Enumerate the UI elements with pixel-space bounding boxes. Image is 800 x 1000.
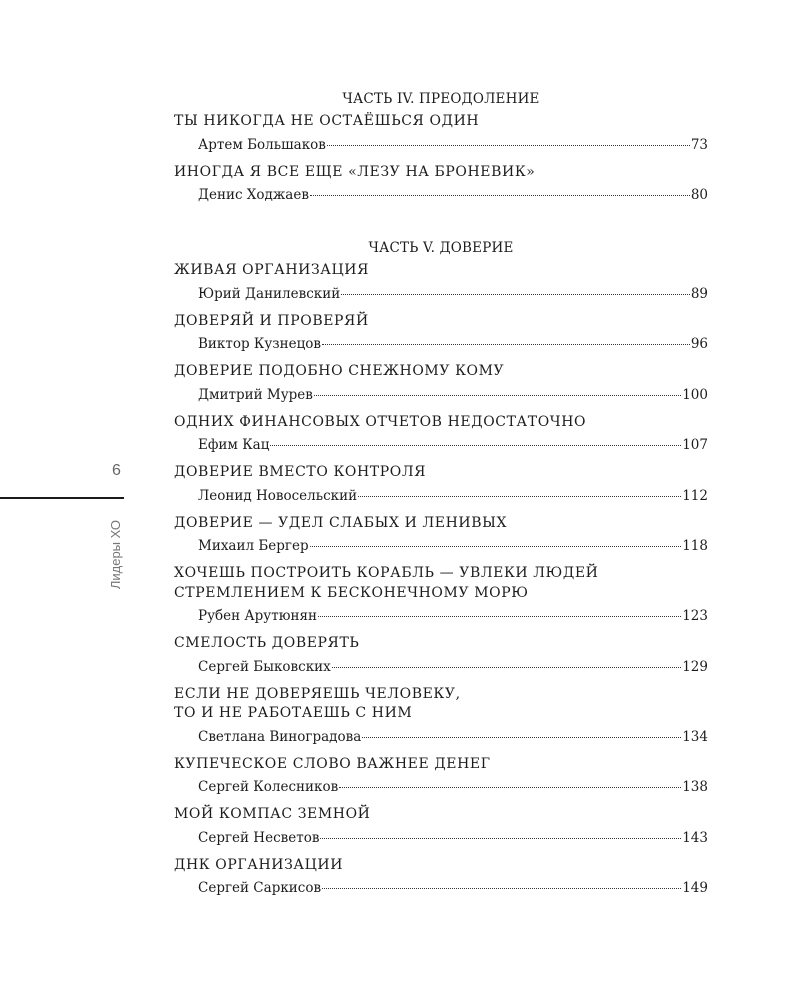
entry-title-line: СТРЕМЛЕНИЕМ К БЕСКОНЕЧНОМУ МОРЮ xyxy=(174,584,529,601)
entry-author-row xyxy=(174,336,708,352)
entry-page-number: 73 xyxy=(690,136,708,153)
entry-page-number: 100 xyxy=(682,386,708,403)
entry-author: Сергей Саркисов xyxy=(198,880,322,896)
toc-entry xyxy=(174,463,708,504)
toc-entry xyxy=(174,261,708,302)
entry-page-number: 138 xyxy=(682,779,708,795)
entry-author-row xyxy=(174,437,708,453)
entry-author: Денис Ходжаев xyxy=(198,187,309,203)
entry-author-row xyxy=(174,779,708,795)
dot-leader xyxy=(320,838,681,839)
dot-leader xyxy=(322,344,690,345)
entry-title: ТЫ НИКОГДА НЕ ОСТАЁШЬСЯ ОДИН xyxy=(174,113,480,129)
entry-author: Ефим Кац xyxy=(198,437,270,453)
entry-author-row xyxy=(174,286,708,302)
dot-leader xyxy=(270,445,681,446)
dot-leader xyxy=(310,546,682,547)
toc-entry xyxy=(174,755,708,796)
entry-title: ДОВЕРИЕ ВМЕСТО КОНТРОЛЯ xyxy=(174,464,427,480)
dot-leader xyxy=(327,145,690,146)
entry-author-row xyxy=(174,880,708,896)
entry-title: ДНК ОРГАНИЗАЦИИ xyxy=(174,856,344,873)
entry-title: ИНОГДА Я ВСЕ ЕЩЕ «ЛЕЗУ НА БРОНЕВИК» xyxy=(174,163,536,180)
toc-entry xyxy=(174,312,708,353)
entry-author-row xyxy=(174,538,708,554)
entry-title: ЖИВАЯ ОРГАНИЗАЦИЯ xyxy=(174,262,370,278)
entry-page-number: 96 xyxy=(690,336,708,352)
toc-entry xyxy=(174,413,708,454)
running-title: Лидеры ХО xyxy=(108,520,123,590)
entry-author: Светлана Виноградова xyxy=(198,728,362,745)
entry-title: ДОВЕРИЕ — УДЕЛ СЛАБЫХ И ЛЕНИВЫХ xyxy=(174,514,508,531)
entry-author-row xyxy=(174,137,708,153)
part-iv xyxy=(174,86,708,203)
toc-entry xyxy=(174,362,708,403)
page-number: 6 xyxy=(112,462,121,479)
toc-entry xyxy=(174,112,708,153)
entry-title: ОДНИХ ФИНАНСОВЫХ ОТЧЕТОВ НЕДОСТАТОЧНО xyxy=(174,413,587,430)
part-v xyxy=(174,235,708,896)
entry-page-number: 80 xyxy=(690,187,708,203)
entry-page-number: 134 xyxy=(682,728,708,745)
entry-author-row xyxy=(174,659,708,675)
entry-author: Леонид Новосельский xyxy=(198,487,358,504)
entry-title: МОЙ КОМПАС ЗЕМНОЙ xyxy=(174,806,371,822)
dot-leader xyxy=(339,787,681,788)
dot-leader xyxy=(362,737,681,738)
toc-entry xyxy=(174,634,708,675)
entry-page-number: 107 xyxy=(682,437,708,453)
entry-author-row xyxy=(174,488,708,504)
toc-entry xyxy=(174,564,708,624)
entry-author: Сергей Несветов xyxy=(198,829,320,846)
entry-author: Сергей Колесников xyxy=(198,779,339,795)
entry-page-number: 123 xyxy=(682,608,708,624)
table-of-contents xyxy=(174,86,708,906)
toc-entry xyxy=(174,163,708,204)
part-heading: ЧАСТЬ V. ДОВЕРИЕ xyxy=(368,240,514,256)
entry-title: ДОВЕРИЕ ПОДОБНО СНЕЖНОМУ КОМУ xyxy=(174,363,505,379)
entry-author-row xyxy=(174,387,708,403)
entry-title-line: ТО И НЕ РАБОТАЕШЬ С НИМ xyxy=(174,705,413,721)
dot-leader xyxy=(318,616,681,617)
entry-author: Рубен Арутюнян xyxy=(198,608,317,624)
dot-leader xyxy=(332,667,681,668)
dot-leader xyxy=(341,294,690,295)
side-rule xyxy=(0,497,124,499)
dot-leader xyxy=(314,395,681,396)
dot-leader xyxy=(322,888,681,889)
entry-author: Сергей Быковских xyxy=(198,658,331,675)
entry-author: Дмитрий Мурев xyxy=(198,386,313,403)
entry-page-number: 118 xyxy=(682,538,708,554)
entry-title-line: ЕСЛИ НЕ ДОВЕРЯЕШЬ ЧЕЛОВЕКУ, xyxy=(174,685,461,702)
entry-page-number: 112 xyxy=(682,487,708,504)
entry-title: СМЕЛОСТЬ ДОВЕРЯТЬ xyxy=(174,635,360,651)
part-heading: ЧАСТЬ IV. ПРЕОДОЛЕНИЕ xyxy=(342,91,540,107)
entry-author: Артем Большаков xyxy=(198,136,326,153)
toc-entry xyxy=(174,685,708,745)
entry-author-row xyxy=(174,187,708,203)
toc-entry xyxy=(174,856,708,897)
entry-title-line: ХОЧЕШЬ ПОСТРОИТЬ КОРАБЛЬ — УВЛЕКИ ЛЮДЕЙ xyxy=(174,565,599,581)
entry-page-number: 129 xyxy=(682,658,708,675)
toc-entry xyxy=(174,514,708,555)
entry-author-row xyxy=(174,830,708,846)
entry-author-row xyxy=(174,729,708,745)
entry-author: Виктор Кузнецов xyxy=(198,336,322,352)
entry-title: КУПЕЧЕСКОЕ СЛОВО ВАЖНЕЕ ДЕНЕГ xyxy=(174,755,491,772)
entry-title: ДОВЕРЯЙ И ПРОВЕРЯЙ xyxy=(174,312,369,329)
dot-leader xyxy=(310,195,690,196)
dot-leader xyxy=(358,496,681,497)
entry-page-number: 143 xyxy=(682,829,708,846)
toc-entry xyxy=(174,805,708,846)
entry-author: Михаил Бергер xyxy=(198,538,309,554)
entry-author-row xyxy=(174,608,708,624)
entry-author: Юрий Данилевский xyxy=(198,285,341,302)
entry-page-number: 89 xyxy=(690,285,708,302)
entry-page-number: 149 xyxy=(682,880,708,896)
